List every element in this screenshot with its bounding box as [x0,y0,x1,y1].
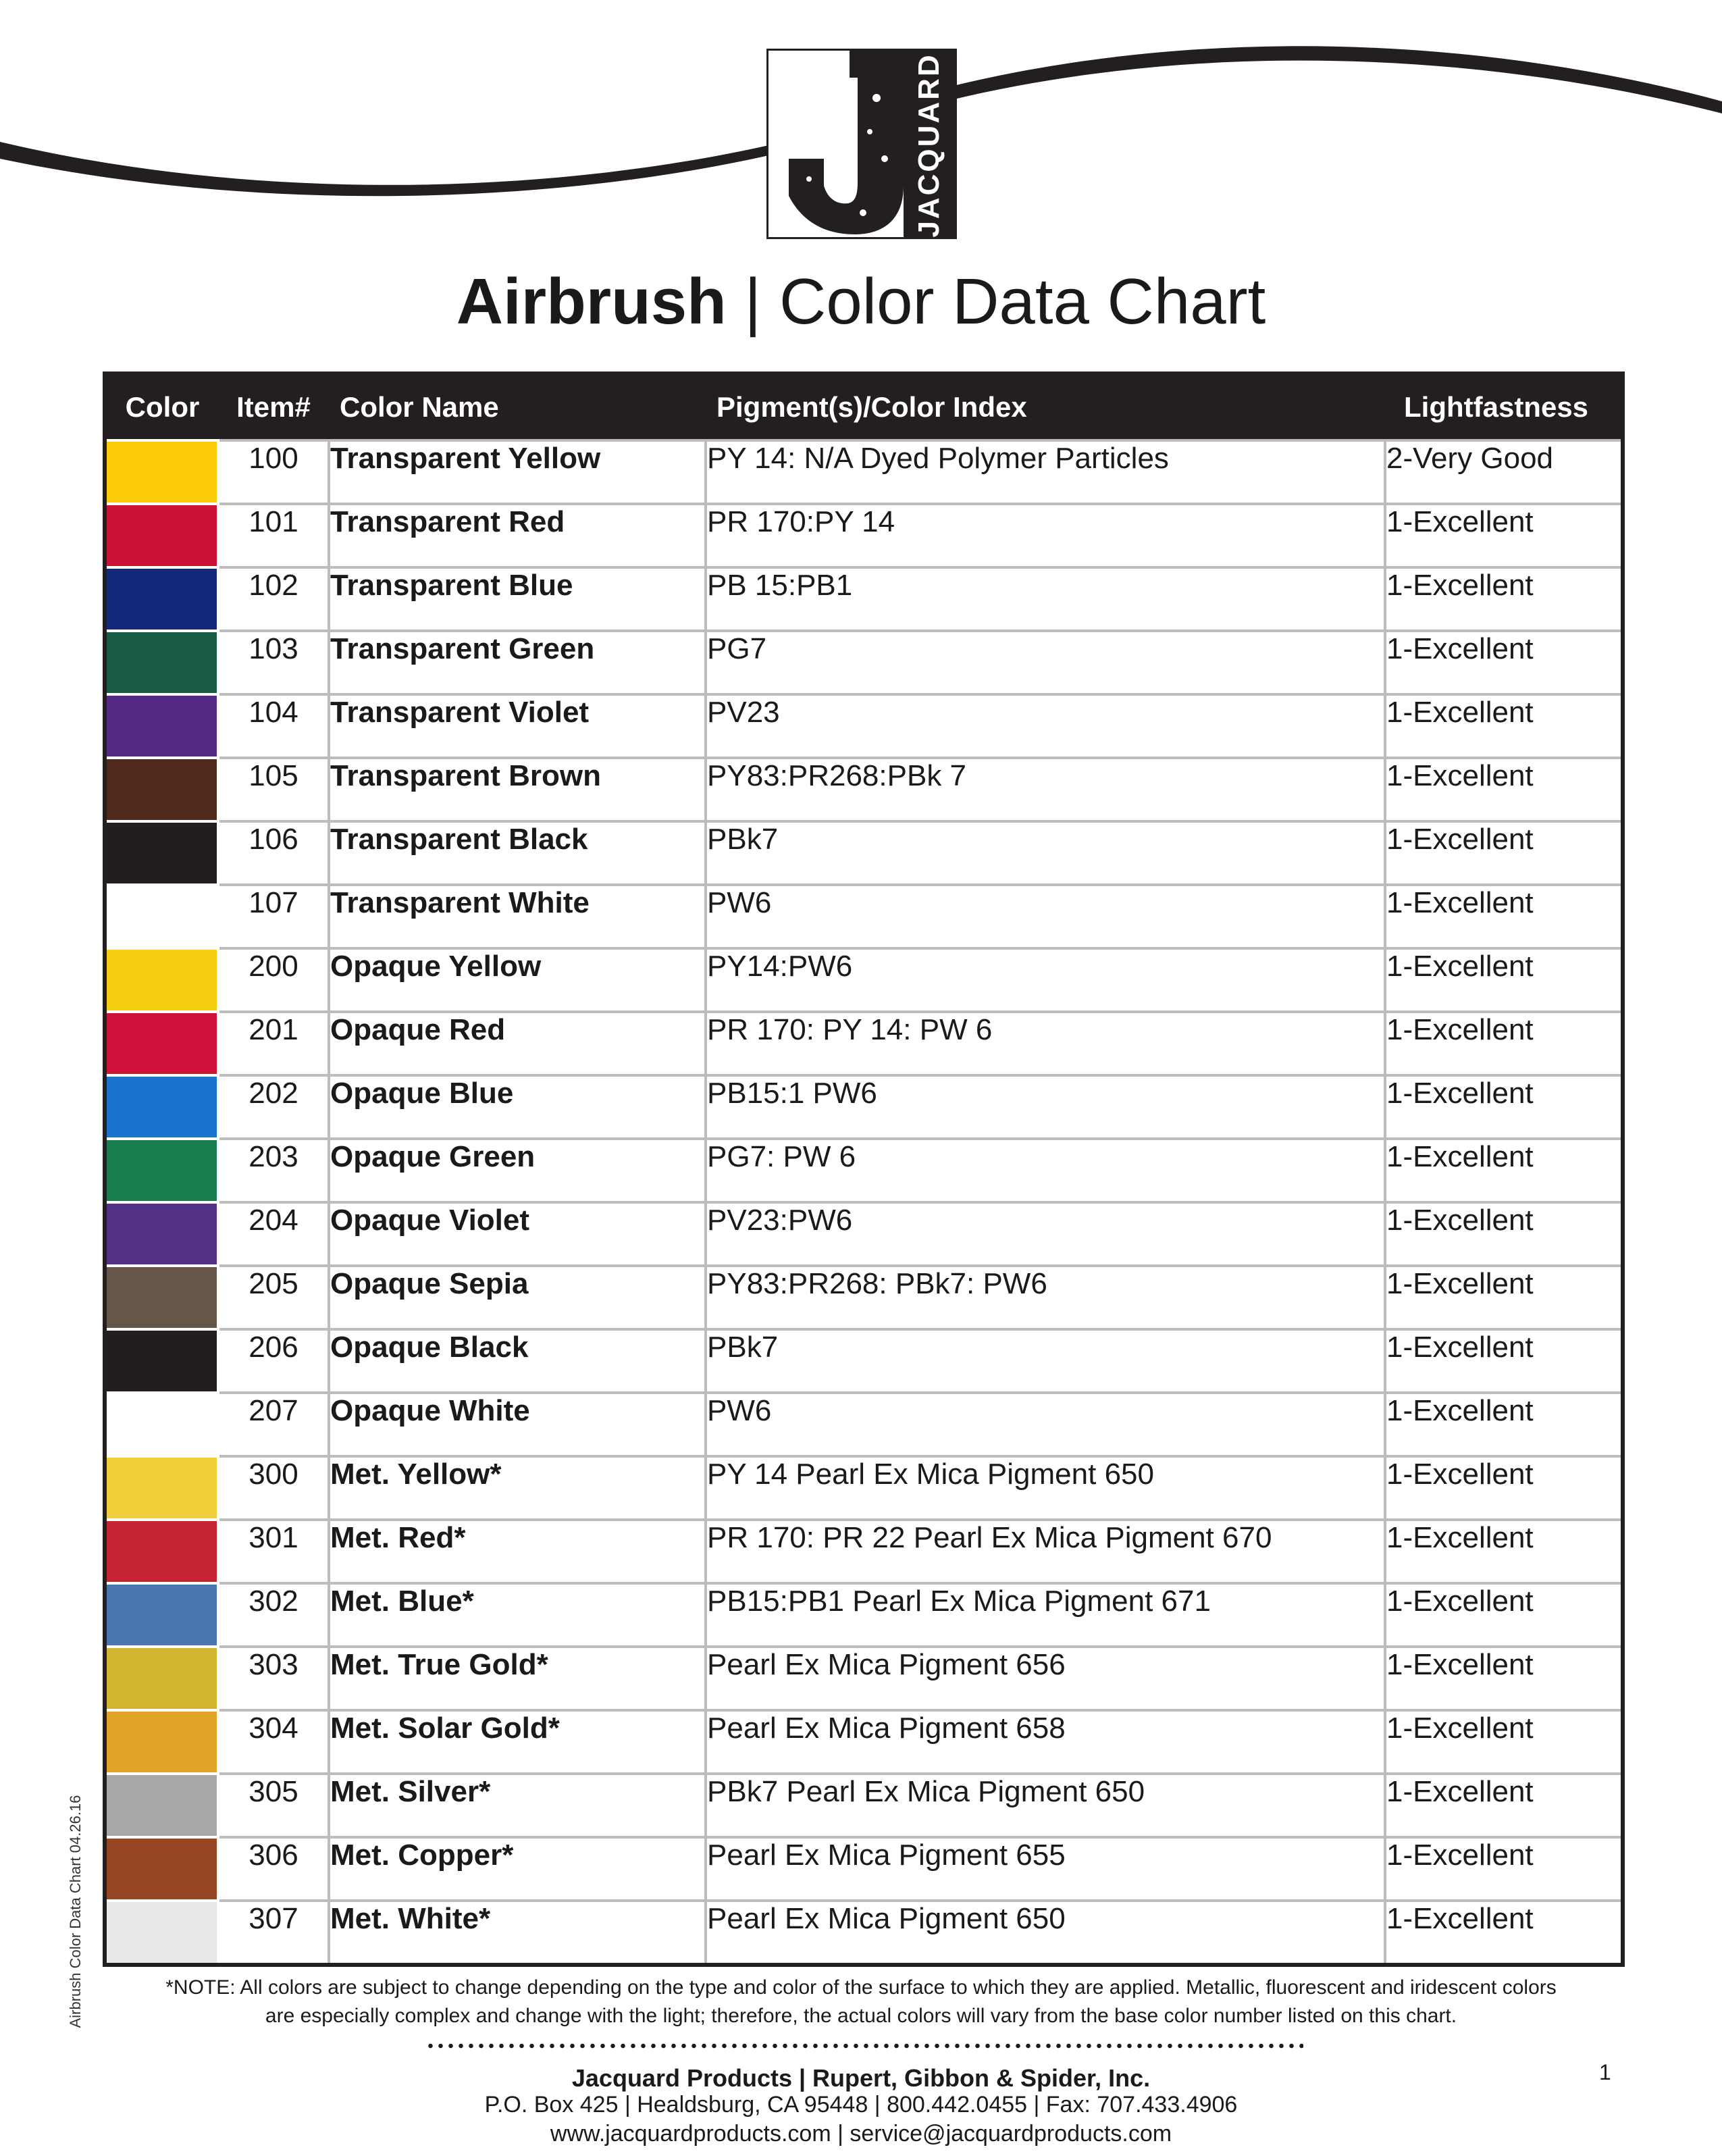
lightfastness: 1-Excellent [1385,1329,1623,1393]
lightfastness: 1-Excellent [1385,1520,1623,1583]
color-swatch-cell [105,1266,218,1329]
color-swatch-cell [105,1710,218,1774]
color-swatch-cell [105,948,218,1012]
color-swatch-cell [105,1329,218,1393]
table-row [105,694,1623,758]
col-header-pigment: Pigment(s)/Color Index [706,374,1385,440]
logo-wordmark: JACQUARD [912,53,945,238]
color-name: Transparent Violet [329,694,706,758]
color-swatch [107,1839,217,1899]
title-bold: Airbrush [456,265,727,338]
page-number: 1 [1599,2060,1611,2084]
jacquard-logo [766,49,957,239]
color-swatch [107,569,217,630]
item-number: 306 [218,1837,329,1901]
title-rest: | Color Data Chart [726,265,1266,338]
color-swatch [107,1013,217,1074]
color-name: Opaque Green [329,1139,706,1202]
item-number: 301 [218,1520,329,1583]
pigment-index: PR 170:PY 14 [706,504,1385,567]
color-swatch-cell [105,1520,218,1583]
table-row [105,1583,1623,1647]
pigment-index: PY 14 Pearl Ex Mica Pigment 650 [706,1456,1385,1520]
table-row [105,631,1623,694]
pigment-index: PR 170: PY 14: PW 6 [706,1012,1385,1075]
item-number: 104 [218,694,329,758]
pigment-index: Pearl Ex Mica Pigment 650 [706,1901,1385,1965]
color-swatch-cell [105,1837,218,1901]
pigment-index: PG7 [706,631,1385,694]
color-swatch-cell [105,694,218,758]
color-swatch [107,1204,217,1264]
lightfastness: 1-Excellent [1385,1393,1623,1456]
lightfastness: 1-Excellent [1385,631,1623,694]
item-number: 105 [218,758,329,821]
pigment-index: PW6 [706,885,1385,948]
color-swatch-cell [105,1393,218,1456]
pigment-index: PV23:PW6 [706,1202,1385,1266]
color-name: Opaque Black [329,1329,706,1393]
item-number: 207 [218,1393,329,1456]
color-swatch-cell [105,1202,218,1266]
lightfastness: 1-Excellent [1385,694,1623,758]
color-name: Transparent Red [329,504,706,567]
color-swatch-cell [105,504,218,567]
color-swatch [107,1458,217,1518]
color-swatch-cell [105,631,218,694]
color-name: Opaque Blue [329,1075,706,1139]
color-swatch [107,759,217,820]
table-row [105,567,1623,631]
color-name: Transparent Blue [329,567,706,631]
color-swatch-cell [105,758,218,821]
color-name: Opaque Violet [329,1202,706,1266]
col-header-item: Item# [218,374,329,440]
color-name: Transparent Brown [329,758,706,821]
color-swatch [107,696,217,756]
table-row [105,1710,1623,1774]
color-swatch [107,632,217,693]
color-name: Opaque Sepia [329,1266,706,1329]
table-row [105,1012,1623,1075]
pigment-index: PBk7 Pearl Ex Mica Pigment 650 [706,1774,1385,1837]
table-row [105,1202,1623,1266]
lightfastness: 1-Excellent [1385,758,1623,821]
color-swatch-cell [105,1456,218,1520]
item-number: 206 [218,1329,329,1393]
col-header-lightfastness: Lightfastness [1385,374,1623,440]
pigment-index: PV23 [706,694,1385,758]
lightfastness: 1-Excellent [1385,1583,1623,1647]
color-name: Transparent Yellow [329,440,706,504]
lightfastness: 1-Excellent [1385,567,1623,631]
color-swatch [107,505,217,566]
footer-address: P.O. Box 425 | Healdsburg, CA 95448 | 800.442.0455 | Fax: 707.433.4906 [484,2092,1238,2118]
pigment-index: PW6 [706,1393,1385,1456]
note [128,1974,1594,2030]
note-line-2: are especially complex and change with the light; therefore, the actual colors will vary from the base color number listed on this chart. [265,2005,1457,2027]
table-row [105,1837,1623,1901]
item-number: 300 [218,1456,329,1520]
pigment-index: Pearl Ex Mica Pigment 656 [706,1647,1385,1710]
color-name: Transparent Green [329,631,706,694]
table-header-row [105,374,1623,440]
table-body [105,440,1623,1965]
table-row [105,1266,1623,1329]
item-number: 102 [218,567,329,631]
item-number: 305 [218,1774,329,1837]
color-swatch [107,1585,217,1645]
color-name: Transparent Black [329,821,706,885]
table-row [105,1393,1623,1456]
color-swatch [107,823,217,883]
table-row [105,1329,1623,1393]
color-swatch [107,1648,217,1709]
lightfastness: 1-Excellent [1385,1774,1623,1837]
color-swatch [107,886,217,947]
color-name: Opaque Red [329,1012,706,1075]
color-name: Met. Solar Gold* [329,1710,706,1774]
note-line-1: *NOTE: All colors are subject to change depending on the type and color of the surface to which they are applied. Metallic, fluorescent and iridescent colors [165,1976,1557,1999]
table-row [105,758,1623,821]
color-swatch-cell [105,567,218,631]
lightfastness: 2-Very Good [1385,440,1623,504]
color-swatch-cell [105,1901,218,1965]
color-swatch [107,1712,217,1772]
pigment-index: PG7: PW 6 [706,1139,1385,1202]
lightfastness: 1-Excellent [1385,1202,1623,1266]
color-swatch-cell [105,1139,218,1202]
item-number: 307 [218,1901,329,1965]
col-header-color: Color [105,374,218,440]
footer-web: www.jacquardproducts.com | service@jacquardproducts.com [550,2121,1172,2147]
color-name: Met. Red* [329,1520,706,1583]
pigment-index: PY14:PW6 [706,948,1385,1012]
pigment-index: PBk7 [706,821,1385,885]
lightfastness: 1-Excellent [1385,1710,1623,1774]
table-row [105,885,1623,948]
dotted-divider [425,2043,1303,2049]
item-number: 304 [218,1710,329,1774]
color-swatch [107,1394,217,1455]
lightfastness: 1-Excellent [1385,948,1623,1012]
item-number: 203 [218,1139,329,1202]
color-swatch [107,950,217,1010]
lightfastness: 1-Excellent [1385,821,1623,885]
pigment-index: Pearl Ex Mica Pigment 655 [706,1837,1385,1901]
item-number: 106 [218,821,329,885]
lightfastness: 1-Excellent [1385,1837,1623,1901]
color-name: Met. Silver* [329,1774,706,1837]
lightfastness: 1-Excellent [1385,1901,1623,1965]
color-name: Met. Yellow* [329,1456,706,1520]
pigment-index: Pearl Ex Mica Pigment 658 [706,1710,1385,1774]
pigment-index: PY 14: N/A Dyed Polymer Particles [706,440,1385,504]
color-swatch-cell [105,821,218,885]
item-number: 204 [218,1202,329,1266]
lightfastness: 1-Excellent [1385,1012,1623,1075]
item-number: 100 [218,440,329,504]
color-swatch-cell [105,1075,218,1139]
table-row [105,821,1623,885]
color-data-table [103,371,1625,1967]
color-swatch [107,1521,217,1582]
lightfastness: 1-Excellent [1385,1266,1623,1329]
col-header-name: Color Name [329,374,706,440]
color-swatch-cell [105,1583,218,1647]
table-row [105,504,1623,567]
pigment-index: PBk7 [706,1329,1385,1393]
color-swatch [107,1775,217,1836]
color-swatch [107,442,217,503]
lightfastness: 1-Excellent [1385,1139,1623,1202]
item-number: 201 [218,1012,329,1075]
item-number: 202 [218,1075,329,1139]
color-swatch [107,1140,217,1201]
color-swatch-cell [105,1012,218,1075]
item-number: 303 [218,1647,329,1710]
color-swatch [107,1902,217,1963]
color-swatch [107,1077,217,1137]
item-number: 205 [218,1266,329,1329]
lightfastness: 1-Excellent [1385,885,1623,948]
color-name: Met. Copper* [329,1837,706,1901]
table-row [105,1139,1623,1202]
item-number: 107 [218,885,329,948]
color-name: Met. White* [329,1901,706,1965]
table-row [105,1456,1623,1520]
item-number: 103 [218,631,329,694]
item-number: 302 [218,1583,329,1647]
color-swatch-cell [105,885,218,948]
table-row [105,1520,1623,1583]
lightfastness: 1-Excellent [1385,504,1623,567]
color-name: Opaque White [329,1393,706,1456]
color-swatch-cell [105,440,218,504]
color-name: Opaque Yellow [329,948,706,1012]
color-name: Met. True Gold* [329,1647,706,1710]
lightfastness: 1-Excellent [1385,1647,1623,1710]
color-swatch [107,1331,217,1391]
pigment-index: PY83:PR268:PBk 7 [706,758,1385,821]
table-row [105,1075,1623,1139]
color-swatch-cell [105,1774,218,1837]
table-row [105,948,1623,1012]
pigment-index: PB15:1 PW6 [706,1075,1385,1139]
pigment-index: PB15:PB1 Pearl Ex Mica Pigment 671 [706,1583,1385,1647]
color-name: Met. Blue* [329,1583,706,1647]
pigment-index: PB 15:PB1 [706,567,1385,631]
table-row [105,1901,1623,1965]
pigment-index: PY83:PR268: PBk7: PW6 [706,1266,1385,1329]
color-swatch [107,1267,217,1328]
lightfastness: 1-Excellent [1385,1075,1623,1139]
pigment-index: PR 170: PR 22 Pearl Ex Mica Pigment 670 [706,1520,1385,1583]
table-row [105,440,1623,504]
page-title [0,265,1722,339]
color-name: Transparent White [329,885,706,948]
lightfastness: 1-Excellent [1385,1456,1623,1520]
table-row [105,1774,1623,1837]
table-row [105,1647,1623,1710]
side-note: Airbrush Color Data Chart 04.26.16 [67,1795,84,2028]
item-number: 101 [218,504,329,567]
color-swatch-cell [105,1647,218,1710]
item-number: 200 [218,948,329,1012]
footer-company: Jacquard Products | Rupert, Gibbon & Spider, Inc. [571,2064,1151,2092]
